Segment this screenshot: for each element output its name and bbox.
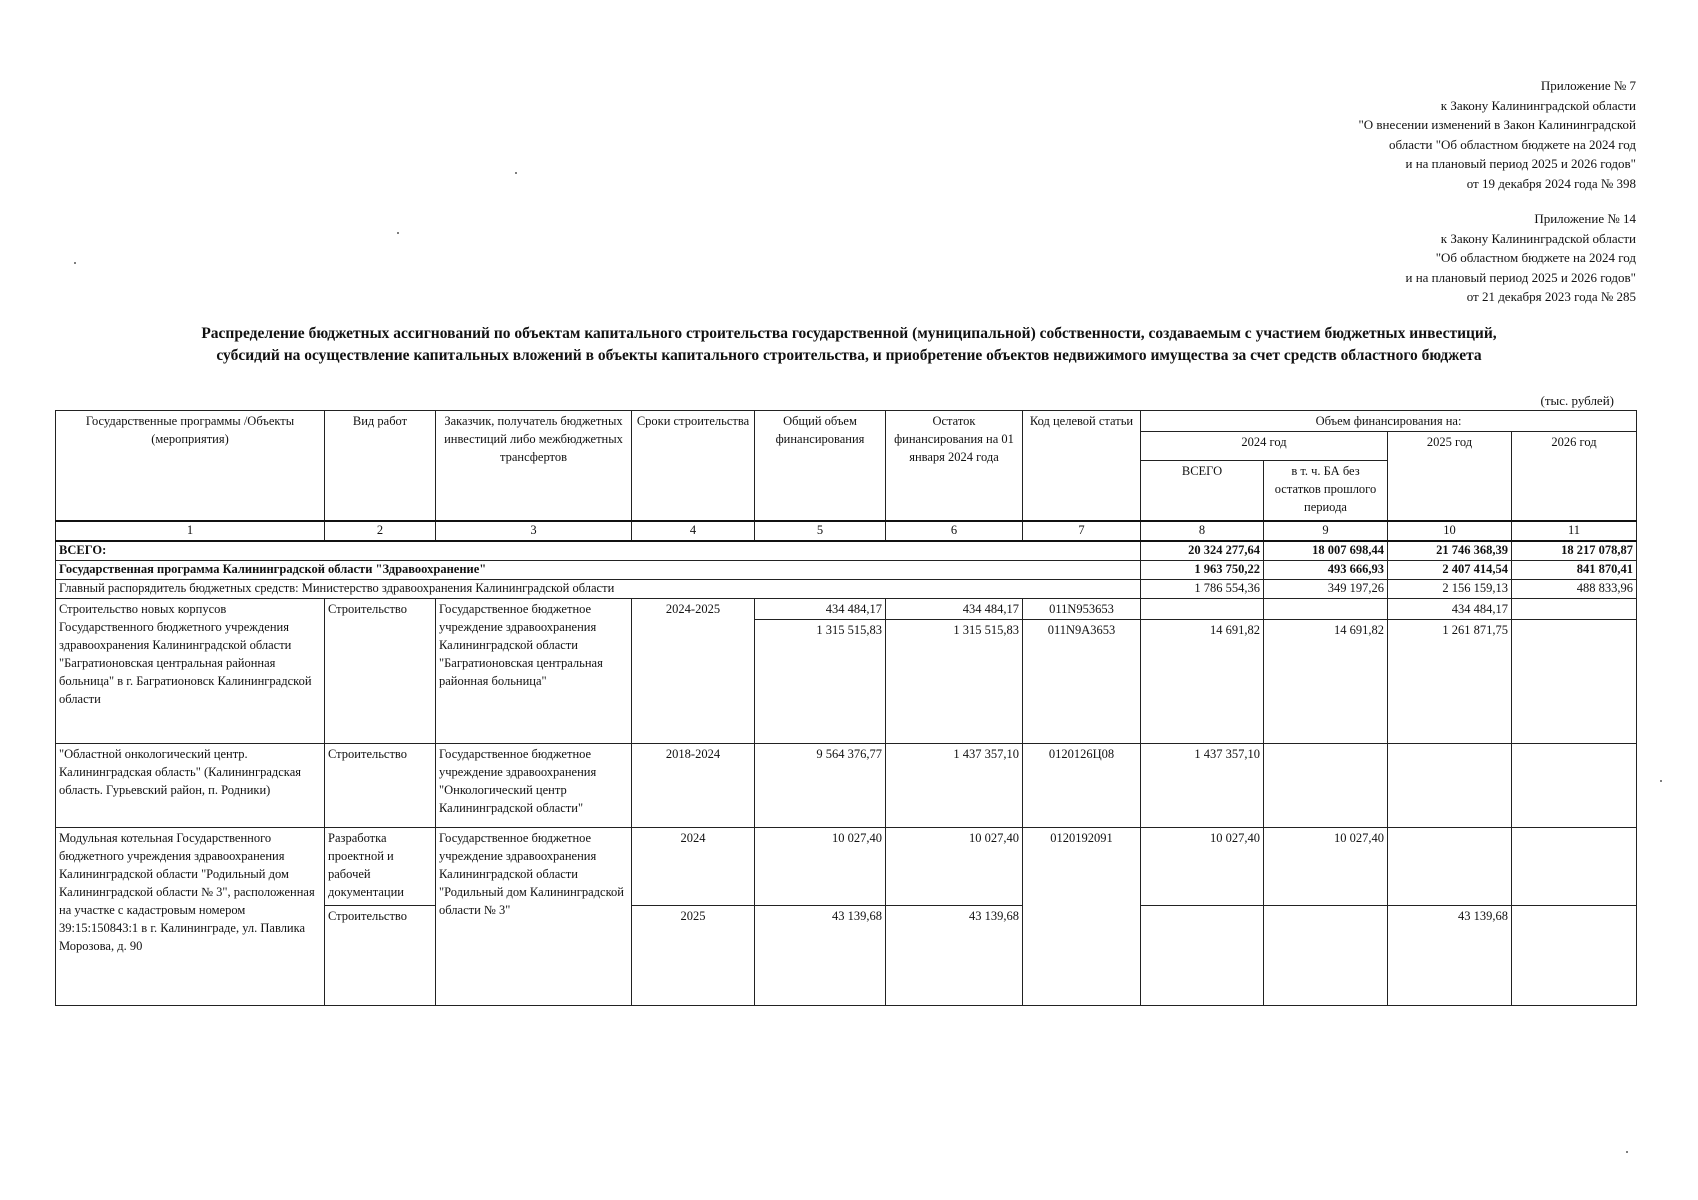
appendix-7-line-5: и на плановый период 2025 и 2026 годов" — [1405, 156, 1636, 171]
units-label: (тыс. рублей) — [1540, 393, 1614, 408]
object-1-total-volume: 1 315 515,83 — [755, 619, 886, 743]
object-3-2025 — [1388, 827, 1512, 905]
scan-speck — [515, 172, 517, 174]
scan-speck — [1626, 1151, 1628, 1153]
program-row — [56, 560, 1637, 579]
column-number: 1 — [56, 521, 325, 541]
object-3-customer: Государственное бюджетное учреждение здравоохранения Калининградской области "Родильный дом Калининградской области № 3" — [436, 827, 632, 1005]
header-2024-total: ВСЕГО — [1141, 461, 1264, 521]
object-1-2024-total: 14 691,82 — [1141, 619, 1264, 743]
object-3-code: 0120192091 — [1023, 827, 1141, 1005]
appendix-14-line-2: к Закону Калининградской области — [1440, 230, 1636, 246]
object-3-terms: 2024 — [632, 827, 755, 905]
object-3-work-type: Строительство — [325, 905, 436, 1005]
object-2-work-type: Строительство — [325, 743, 436, 827]
manager-2026: 488 833,96 — [1512, 579, 1637, 598]
header-2024-incl-ba: в т. ч. БА без остатков прошлого периода — [1264, 461, 1388, 521]
budget-allocation-table — [55, 410, 1637, 1006]
object-3-2024-ba: 10 027,40 — [1264, 827, 1388, 905]
object-1-2025: 1 261 871,75 — [1388, 619, 1512, 743]
header-terms: Сроки строительства — [632, 411, 755, 521]
column-number: 11 — [1512, 521, 1637, 541]
object-1-2026 — [1512, 598, 1637, 619]
object-3-2024-total: 10 027,40 — [1141, 827, 1264, 905]
header-year-2024: 2024 год — [1141, 432, 1388, 461]
manager-2025: 2 156 159,13 — [1388, 579, 1512, 598]
header-total-volume: Общий объем финансирования — [755, 411, 886, 521]
object-1-customer: Государственное бюджетное учреждение здравоохранения Калининградской области "Багратионовская центральная районная больница" — [436, 598, 632, 743]
object-2-remainder: 1 437 357,10 — [886, 743, 1023, 827]
header-year-2025: 2025 год — [1388, 432, 1512, 521]
object-2-2025 — [1388, 743, 1512, 827]
column-number: 7 — [1023, 521, 1141, 541]
table-row — [56, 827, 1637, 905]
column-number: 6 — [886, 521, 1023, 541]
object-1-name: Строительство новых корпусов Государственного бюджетного учреждения здравоохранения Калининградской области "Багратионовская центральная районная больница" в г. Багратионовск Калининградской области — [56, 598, 325, 743]
column-number: 9 — [1264, 521, 1388, 541]
header-year-2026: 2026 год — [1512, 432, 1637, 521]
object-1-remainder: 1 315 515,83 — [886, 619, 1023, 743]
document-title-line-2: субсидий на осуществление капитальных вложений в объекты капитального строительства, и приобретение объектов недвижимого имущества за счет средств областного бюджета — [216, 347, 1482, 364]
header-volume-group: Объем финансирования на: — [1141, 411, 1637, 432]
grand-total-2025: 21 746 368,39 — [1388, 541, 1512, 561]
scan-speck — [1660, 780, 1662, 782]
object-1-code: 011N9A3653 — [1023, 619, 1141, 743]
object-1-total-volume: 434 484,17 — [755, 598, 886, 619]
table-row — [56, 598, 1637, 619]
object-3-2025: 43 139,68 — [1388, 905, 1512, 1005]
column-numbers-row — [56, 521, 1637, 541]
manager-row — [56, 579, 1637, 598]
object-2-name: "Областной онкологический центр. Калининградская область" (Калининградская область. Гурьевский район, п. Родники) — [56, 743, 325, 827]
column-number: 3 — [436, 521, 632, 541]
object-3-2026 — [1512, 827, 1637, 905]
object-2-terms: 2018-2024 — [632, 743, 755, 827]
grand-total-row — [56, 541, 1637, 561]
object-1-2024-total — [1141, 598, 1264, 619]
object-3-remainder: 43 139,68 — [886, 905, 1023, 1005]
header-code: Код целевой статьи — [1023, 411, 1141, 521]
program-2025: 2 407 414,54 — [1388, 560, 1512, 579]
object-3-name: Модульная котельная Государственного бюджетного учреждения здравоохранения Калининградской области "Родильный дом Калининградской области № 3", расположенная на участке с кадастровым номером 39:15:150843:1 в г. Калининграде, ул. Павлика Морозова, д. 90 — [56, 827, 325, 1005]
column-number: 8 — [1141, 521, 1264, 541]
object-3-2024-total — [1141, 905, 1264, 1005]
appendix-14-line-3: "Об областном бюджете на 2024 год — [1435, 250, 1636, 265]
column-number: 4 — [632, 521, 755, 541]
object-3-total-volume: 43 139,68 — [755, 905, 886, 1005]
object-1-2024-ba: 14 691,82 — [1264, 619, 1388, 743]
program-label: Государственная программа Калининградской области "Здравоохранение" — [56, 560, 1141, 579]
appendix-14-line-4: и на плановый период 2025 и 2026 годов" — [1405, 269, 1636, 285]
document-title — [60, 323, 1638, 367]
grand-total-label: ВСЕГО: — [56, 541, 1141, 561]
object-2-total-volume: 9 564 376,77 — [755, 743, 886, 827]
object-2-customer: Государственное бюджетное учреждение здравоохранения "Онкологический центр Калининградской области" — [436, 743, 632, 827]
appendix-7-header — [1116, 76, 1636, 193]
object-1-work-type: Строительство — [325, 598, 436, 743]
object-3-2024-ba — [1264, 905, 1388, 1005]
appendix-7-line-6: от 19 декабря 2024 года № 398 — [1466, 175, 1636, 191]
object-3-terms: 2025 — [632, 905, 755, 1005]
object-1-terms: 2024-2025 — [632, 598, 755, 743]
object-3-total-volume: 10 027,40 — [755, 827, 886, 905]
program-2024-ba: 493 666,93 — [1264, 560, 1388, 579]
appendix-14-line-5: от 21 декабря 2023 года № 285 — [1466, 289, 1636, 304]
header-programs: Государственные программы /Объекты (мероприятия) — [56, 411, 325, 521]
header-customer: Заказчик, получатель бюджетных инвестиций либо межбюджетных трансфертов — [436, 411, 632, 521]
object-2-2024-ba — [1264, 743, 1388, 827]
appendix-7-line-1: Приложение № 7 — [1540, 78, 1636, 93]
object-1-2024-ba — [1264, 598, 1388, 619]
appendix-7-line-3: "О внесении изменений в Закон Калининградской — [1358, 117, 1636, 132]
column-number: 2 — [325, 521, 436, 541]
manager-2024-ba: 349 197,26 — [1264, 579, 1388, 598]
appendix-14-header — [1116, 209, 1636, 307]
scan-speck — [397, 232, 399, 234]
appendix-7-line-2: к Закону Калининградской области — [1440, 97, 1636, 113]
header-work-type: Вид работ — [325, 411, 436, 521]
object-2-2026 — [1512, 743, 1637, 827]
object-3-work-type: Разработка проектной и рабочей документации — [325, 827, 436, 905]
program-2024-total: 1 963 750,22 — [1141, 560, 1264, 579]
object-3-remainder: 10 027,40 — [886, 827, 1023, 905]
object-1-2026 — [1512, 619, 1637, 743]
object-1-code: 011N953653 — [1023, 598, 1141, 619]
object-1-2025: 434 484,17 — [1388, 598, 1512, 619]
object-1-remainder: 434 484,17 — [886, 598, 1023, 619]
program-2026: 841 870,41 — [1512, 560, 1637, 579]
object-3-2026 — [1512, 905, 1637, 1005]
grand-total-2024-ba: 18 007 698,44 — [1264, 541, 1388, 561]
object-2-2024-total: 1 437 357,10 — [1141, 743, 1264, 827]
object-2-code: 0120126Ц08 — [1023, 743, 1141, 827]
document-title-line-1: Распределение бюджетных ассигнований по объектам капитального строительства государственной (муниципальной) собственности, создаваемым с участием бюджетных инвестиций, — [201, 325, 1497, 342]
scan-speck — [74, 262, 76, 264]
column-number: 10 — [1388, 521, 1512, 541]
grand-total-2024-total: 20 324 277,64 — [1141, 541, 1264, 561]
column-number: 5 — [755, 521, 886, 541]
appendix-14-line-1: Приложение № 14 — [1534, 211, 1636, 226]
manager-label: Главный распорядитель бюджетных средств: Министерство здравоохранения Калининградской области — [56, 579, 1141, 598]
header-remainder: Остаток финансирования на 01 января 2024 года — [886, 411, 1023, 521]
table-row — [56, 743, 1637, 827]
manager-2024-total: 1 786 554,36 — [1141, 579, 1264, 598]
grand-total-2026: 18 217 078,87 — [1512, 541, 1637, 561]
appendix-7-line-4: области "Об областном бюджете на 2024 год — [1389, 136, 1636, 152]
